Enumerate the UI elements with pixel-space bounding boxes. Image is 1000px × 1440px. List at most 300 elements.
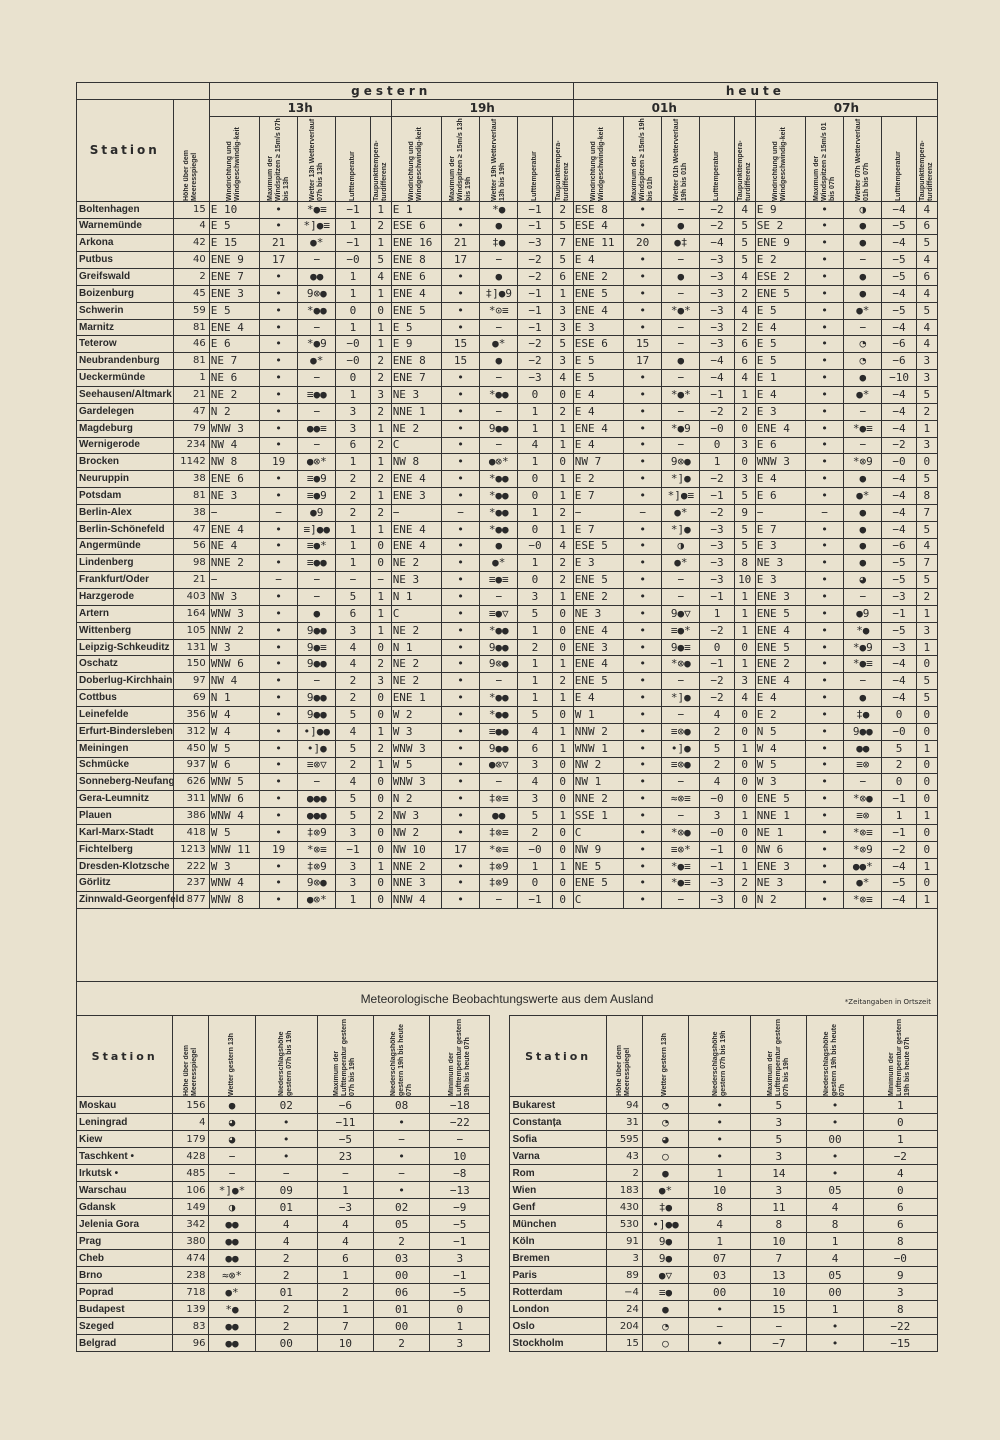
table-row — [77, 420, 938, 437]
data-cell: • — [624, 471, 662, 488]
data-cell: • — [807, 1165, 863, 1182]
data-cell: 1 — [370, 454, 391, 471]
data-cell: ●* — [298, 235, 336, 252]
data-cell: ●* — [662, 555, 700, 572]
data-cell: −3 — [518, 235, 552, 252]
data-cell: • — [807, 1148, 863, 1165]
table-row — [77, 1301, 938, 1318]
data-cell: 1 — [370, 319, 391, 336]
wind-cell: E 5 — [209, 302, 259, 319]
data-cell: 4 — [689, 1216, 751, 1233]
station-name: Budapest — [77, 1301, 173, 1318]
table-row — [77, 1199, 938, 1216]
data-cell: 1 — [734, 808, 755, 825]
data-cell: 0 — [370, 791, 391, 808]
table-row — [77, 504, 938, 521]
data-cell: • — [806, 875, 844, 892]
data-cell: ◔ — [642, 1097, 688, 1114]
data-cell: *]● — [662, 521, 700, 538]
wind-cell: SSE 1 — [573, 808, 623, 825]
altitude-cell: 222 — [173, 858, 209, 875]
station-name: Bukarest — [510, 1097, 606, 1114]
data-cell: −3 — [882, 639, 916, 656]
data-cell: 0 — [370, 774, 391, 791]
data-cell: 5 — [916, 572, 937, 589]
data-cell: ≈⊗* — [209, 1267, 255, 1284]
data-cell: • — [624, 707, 662, 724]
data-cell: 2 — [370, 740, 391, 757]
column-header: Maximum der Windspitzen ≥ 15m/s 01 bis 07h — [806, 116, 844, 201]
data-cell: 1 — [336, 285, 370, 302]
wind-cell: ENE 4 — [209, 319, 259, 336]
data-cell: • — [441, 639, 479, 656]
data-cell: 0 — [552, 875, 573, 892]
wind-cell: ENE 5 — [755, 791, 805, 808]
timezone-note: *Zeitangaben in Ortszeit — [844, 998, 931, 1007]
data-cell: • — [624, 420, 662, 437]
data-cell: 1 — [370, 488, 391, 505]
station-name: Lindenberg — [77, 555, 174, 572]
data-cell: 5 — [916, 521, 937, 538]
column-spacer — [490, 1284, 510, 1301]
data-cell: • — [624, 572, 662, 589]
data-cell: −1 — [518, 302, 552, 319]
data-cell: 3 — [370, 673, 391, 690]
column-spacer — [490, 1097, 510, 1114]
data-cell: 4 — [700, 707, 734, 724]
table-row — [77, 336, 938, 353]
data-cell: 5 — [552, 252, 573, 269]
wind-cell: W 4 — [209, 707, 259, 724]
wind-cell: C — [573, 892, 623, 909]
data-cell: 8 — [807, 1216, 863, 1233]
data-cell: 05 — [374, 1216, 430, 1233]
data-cell: 2 — [374, 1335, 430, 1352]
data-cell: • — [806, 201, 844, 218]
time-01h: 01h — [573, 99, 755, 116]
data-cell: 2 — [700, 757, 734, 774]
station-name: Marnitz — [77, 319, 174, 336]
data-cell: 0 — [552, 892, 573, 909]
altitude-cell: 31 — [606, 1114, 642, 1131]
data-cell: • — [259, 555, 297, 572]
data-cell: • — [259, 269, 297, 286]
data-cell: • — [259, 420, 297, 437]
data-cell: ‡● — [642, 1199, 688, 1216]
table-row — [77, 690, 938, 707]
data-cell: 1 — [734, 622, 755, 639]
station-name: Wittenberg — [77, 622, 174, 639]
column-spacer — [490, 1199, 510, 1216]
data-cell: − — [480, 589, 518, 606]
data-cell: 3 — [336, 875, 370, 892]
data-cell: • — [806, 555, 844, 572]
altitude-cell: 204 — [606, 1318, 642, 1335]
data-cell: ‡⊗9 — [298, 858, 336, 875]
altitude-cell: 81 — [173, 353, 209, 370]
wind-cell: NW 8 — [209, 454, 259, 471]
data-cell: • — [807, 1335, 863, 1352]
altitude-cell: 105 — [173, 622, 209, 639]
data-cell: 1 — [734, 740, 755, 757]
column-header: Windrichtung und Windgeschwindig-keit — [755, 116, 805, 201]
data-cell: ≡●9 — [298, 488, 336, 505]
data-cell: *●● — [480, 521, 518, 538]
data-cell: 20 — [624, 235, 662, 252]
data-cell: 9● — [642, 1233, 688, 1250]
data-cell: 0 — [882, 707, 916, 724]
data-cell: − — [298, 774, 336, 791]
data-cell: 1 — [916, 639, 937, 656]
data-cell: −15 — [863, 1335, 937, 1352]
data-cell: 3 — [734, 673, 755, 690]
data-cell: 4 — [336, 639, 370, 656]
station-name: Potsdam — [77, 488, 174, 505]
data-cell: ●▽ — [642, 1267, 688, 1284]
data-cell: 1 — [552, 488, 573, 505]
altitude-cell: 450 — [173, 740, 209, 757]
data-cell: 2 — [734, 403, 755, 420]
data-cell: *●≡ — [662, 875, 700, 892]
data-cell: ●⊗* — [480, 454, 518, 471]
data-cell: ◕ — [209, 1114, 255, 1131]
data-cell: −7 — [751, 1335, 807, 1352]
altitude-cell: 81 — [173, 319, 209, 336]
data-cell: 00 — [689, 1284, 751, 1301]
data-cell: ● — [662, 218, 700, 235]
foreign-column-header: Niederschlagshöhe gestern 07h bis 19h — [689, 1016, 751, 1097]
table-row — [77, 235, 938, 252]
altitude-cell: 1213 — [173, 841, 209, 858]
wind-cell: N 1 — [391, 639, 441, 656]
data-cell: −4 — [882, 488, 916, 505]
data-cell: 1 — [916, 808, 937, 825]
data-cell: 4 — [336, 656, 370, 673]
data-cell: −10 — [882, 370, 916, 387]
data-cell: 0 — [336, 302, 370, 319]
wind-cell: ENE 16 — [391, 235, 441, 252]
data-cell: −5 — [882, 252, 916, 269]
data-cell: ● — [844, 370, 882, 387]
station-name: Paris — [510, 1267, 606, 1284]
station-name: Warnemünde — [77, 218, 174, 235]
wind-cell: ENE 11 — [573, 235, 623, 252]
altitude-cell: 21 — [173, 572, 209, 589]
data-cell: 9●≡ — [662, 639, 700, 656]
altitude-cell: 106 — [173, 1182, 209, 1199]
data-cell: *●9 — [662, 420, 700, 437]
altitude-cell: 530 — [606, 1216, 642, 1233]
wind-cell: WNW 3 — [391, 774, 441, 791]
wind-cell: W 3 — [755, 774, 805, 791]
data-cell: • — [806, 774, 844, 791]
data-cell: • — [374, 1148, 430, 1165]
data-cell: − — [689, 1318, 751, 1335]
data-cell: 1 — [916, 892, 937, 909]
data-cell: −4 — [882, 673, 916, 690]
data-cell: − — [298, 437, 336, 454]
wind-cell: N 2 — [209, 403, 259, 420]
altitude-cell: 474 — [173, 1250, 209, 1267]
wind-cell: NE 3 — [391, 572, 441, 589]
data-cell: 3 — [518, 589, 552, 606]
table-row — [77, 1284, 938, 1301]
data-cell: 0 — [518, 386, 552, 403]
data-cell: 9⊗● — [298, 285, 336, 302]
data-cell: −3 — [700, 521, 734, 538]
data-cell: −0 — [882, 454, 916, 471]
data-cell: 4 — [700, 774, 734, 791]
data-cell: 2 — [370, 471, 391, 488]
wind-cell: ENE 3 — [573, 639, 623, 656]
data-cell: 1 — [518, 403, 552, 420]
data-cell: 1 — [336, 269, 370, 286]
data-cell: 0 — [370, 707, 391, 724]
data-cell: 5 — [336, 589, 370, 606]
wind-cell: ENE 3 — [209, 285, 259, 302]
data-cell: −0 — [863, 1250, 937, 1267]
wind-cell: E 3 — [573, 319, 623, 336]
data-cell: ≡⊗ — [844, 757, 882, 774]
station-name: Gdansk — [77, 1199, 173, 1216]
data-cell: − — [662, 892, 700, 909]
data-cell: −4 — [882, 471, 916, 488]
data-cell: 2 — [336, 471, 370, 488]
data-cell: • — [624, 740, 662, 757]
wind-cell: ENE 4 — [755, 420, 805, 437]
data-cell: −3 — [700, 252, 734, 269]
data-cell: • — [441, 471, 479, 488]
data-cell: *]●≡ — [298, 218, 336, 235]
data-cell: −1 — [882, 605, 916, 622]
data-cell: *●* — [662, 302, 700, 319]
column-header: Lufttemperatur — [336, 116, 370, 201]
data-cell: • — [255, 1148, 317, 1165]
table-row — [77, 808, 938, 825]
data-cell: 0 — [700, 639, 734, 656]
wind-cell: W 5 — [391, 757, 441, 774]
data-cell: − — [441, 504, 479, 521]
data-cell: 0 — [734, 723, 755, 740]
station-name: Karl-Marx-Stadt — [77, 824, 174, 841]
column-header: Maximum der Windspitzen ≥ 15m/s 07h bis 13h — [259, 116, 297, 201]
data-cell: 1 — [734, 605, 755, 622]
wind-cell: ESE 6 — [391, 218, 441, 235]
data-cell: • — [259, 538, 297, 555]
station-name: Jelenia Gora — [77, 1216, 173, 1233]
wind-cell: ENE 9 — [755, 235, 805, 252]
table-row — [77, 875, 938, 892]
data-cell: 21 — [259, 235, 297, 252]
altitude-cell: 626 — [173, 774, 209, 791]
station-name: Magdeburg — [77, 420, 174, 437]
data-cell: 1 — [370, 589, 391, 606]
data-cell: 4 — [552, 370, 573, 387]
data-cell: • — [259, 437, 297, 454]
data-cell: 0 — [916, 841, 937, 858]
data-cell: 7 — [552, 235, 573, 252]
data-cell: 1 — [336, 319, 370, 336]
wind-cell: E 6 — [755, 437, 805, 454]
data-cell: 1 — [370, 723, 391, 740]
data-cell: 1 — [518, 555, 552, 572]
foreign-column-header: Niederschlagshöhe gestern 19h bis heute 07h — [374, 1016, 430, 1097]
table-row — [77, 1216, 938, 1233]
altitude-cell: 937 — [173, 757, 209, 774]
data-cell: − — [336, 572, 370, 589]
data-cell: • — [806, 521, 844, 538]
data-cell: − — [298, 572, 336, 589]
data-cell: *●9 — [844, 639, 882, 656]
data-cell: ●●≡ — [298, 420, 336, 437]
altitude-cell: 15 — [173, 201, 209, 218]
wind-cell: WNW 5 — [209, 774, 259, 791]
data-cell: − — [480, 370, 518, 387]
data-cell: 6 — [518, 740, 552, 757]
foreign-column-header: Wetter gestern 13h — [209, 1016, 255, 1097]
altitude-cell: 3 — [606, 1250, 642, 1267]
data-cell: 0 — [552, 622, 573, 639]
altitude-cell: 59 — [173, 302, 209, 319]
data-cell: −5 — [882, 875, 916, 892]
data-cell: 2 — [336, 488, 370, 505]
station-name: Brocken — [77, 454, 174, 471]
altitude-cell: 595 — [606, 1131, 642, 1148]
data-cell: 15 — [441, 336, 479, 353]
data-cell: 1 — [518, 656, 552, 673]
data-cell: 2 — [916, 403, 937, 420]
data-cell: 2 — [370, 370, 391, 387]
wind-cell: ENE 5 — [573, 572, 623, 589]
wind-cell: WNW 3 — [391, 740, 441, 757]
wind-cell: ENE 5 — [573, 285, 623, 302]
wind-cell: NE 3 — [209, 488, 259, 505]
data-cell: 4 — [518, 774, 552, 791]
data-cell: − — [662, 336, 700, 353]
data-cell: 1 — [430, 1318, 490, 1335]
data-cell: −3 — [700, 336, 734, 353]
data-cell: −2 — [700, 218, 734, 235]
table-row — [77, 1267, 938, 1284]
wind-cell: NNE 3 — [391, 875, 441, 892]
data-cell: − — [751, 1318, 807, 1335]
table-row — [77, 1097, 938, 1114]
data-cell: ●●● — [298, 808, 336, 825]
data-cell: 5 — [916, 302, 937, 319]
data-cell: 6 — [863, 1199, 937, 1216]
wind-cell: − — [755, 504, 805, 521]
data-cell: • — [441, 791, 479, 808]
data-cell: 2 — [336, 673, 370, 690]
data-cell: 1 — [518, 504, 552, 521]
wind-cell: E 4 — [573, 252, 623, 269]
data-cell: 0 — [518, 875, 552, 892]
data-cell: • — [441, 774, 479, 791]
data-cell: • — [624, 488, 662, 505]
data-cell: 0 — [370, 639, 391, 656]
data-cell: −4 — [882, 386, 916, 403]
data-cell: 2 — [370, 218, 391, 235]
data-cell: ● — [642, 1301, 688, 1318]
wind-cell: N 5 — [755, 723, 805, 740]
station-name: Leinefelde — [77, 707, 174, 724]
data-cell: • — [624, 875, 662, 892]
data-cell: ≡●9 — [298, 471, 336, 488]
foreign-station-header: Station — [510, 1016, 606, 1097]
data-cell: 06 — [374, 1284, 430, 1301]
altitude-cell: 42 — [173, 235, 209, 252]
data-cell: ●⊗* — [298, 892, 336, 909]
station-name: Boltenhagen — [77, 201, 174, 218]
data-cell: 6 — [916, 218, 937, 235]
data-cell: ●⊗* — [298, 454, 336, 471]
data-cell: −1 — [700, 488, 734, 505]
data-cell: 0 — [916, 774, 937, 791]
data-cell: 1 — [552, 285, 573, 302]
data-cell: *● — [844, 622, 882, 639]
foreign-title: Meteorologische Beobachtungswerte aus dem Ausland — [360, 992, 654, 1007]
data-cell: 5 — [518, 808, 552, 825]
station-name: Artern — [77, 605, 174, 622]
data-cell: • — [374, 1114, 430, 1131]
data-cell: 2 — [255, 1318, 317, 1335]
data-cell: 10 — [317, 1335, 373, 1352]
data-cell: − — [298, 252, 336, 269]
table-row — [77, 858, 938, 875]
altitude-cell: 386 — [173, 808, 209, 825]
data-cell: − — [662, 589, 700, 606]
wind-cell: ENE 4 — [573, 656, 623, 673]
data-cell: ●‡ — [662, 235, 700, 252]
data-cell: 3 — [916, 622, 937, 639]
data-cell: • — [259, 858, 297, 875]
data-cell: 1 — [916, 420, 937, 437]
altitude-cell: 485 — [173, 1165, 209, 1182]
table-row — [77, 403, 938, 420]
wind-cell: NW 2 — [391, 824, 441, 841]
data-cell: 9⊗● — [480, 656, 518, 673]
data-cell: 0 — [863, 1114, 937, 1131]
altitude-cell: 2 — [606, 1165, 642, 1182]
station-name: Rotterdam — [510, 1284, 606, 1301]
data-cell: −1 — [700, 841, 734, 858]
station-name: Poprad — [77, 1284, 173, 1301]
data-cell: 00 — [807, 1131, 863, 1148]
data-cell: 03 — [689, 1267, 751, 1284]
data-cell: 4 — [807, 1250, 863, 1267]
wind-cell: NNW 2 — [573, 723, 623, 740]
data-cell: 1 — [370, 521, 391, 538]
data-cell: 0 — [734, 791, 755, 808]
data-cell: − — [662, 673, 700, 690]
data-cell: • — [624, 690, 662, 707]
wind-cell: NE 6 — [209, 370, 259, 387]
data-cell: ● — [844, 504, 882, 521]
data-cell: ◔ — [844, 336, 882, 353]
data-cell: 0 — [518, 521, 552, 538]
wind-cell: NE 5 — [573, 858, 623, 875]
data-cell: 8 — [863, 1301, 937, 1318]
data-cell: − — [480, 252, 518, 269]
wind-cell: ESE 6 — [573, 336, 623, 353]
station-name: Gardelegen — [77, 403, 174, 420]
data-cell: 4 — [518, 437, 552, 454]
station-name: Prag — [77, 1233, 173, 1250]
data-cell: − — [298, 403, 336, 420]
column-spacer — [490, 1318, 510, 1335]
wind-cell: ENE 4 — [755, 673, 805, 690]
data-cell: − — [480, 403, 518, 420]
